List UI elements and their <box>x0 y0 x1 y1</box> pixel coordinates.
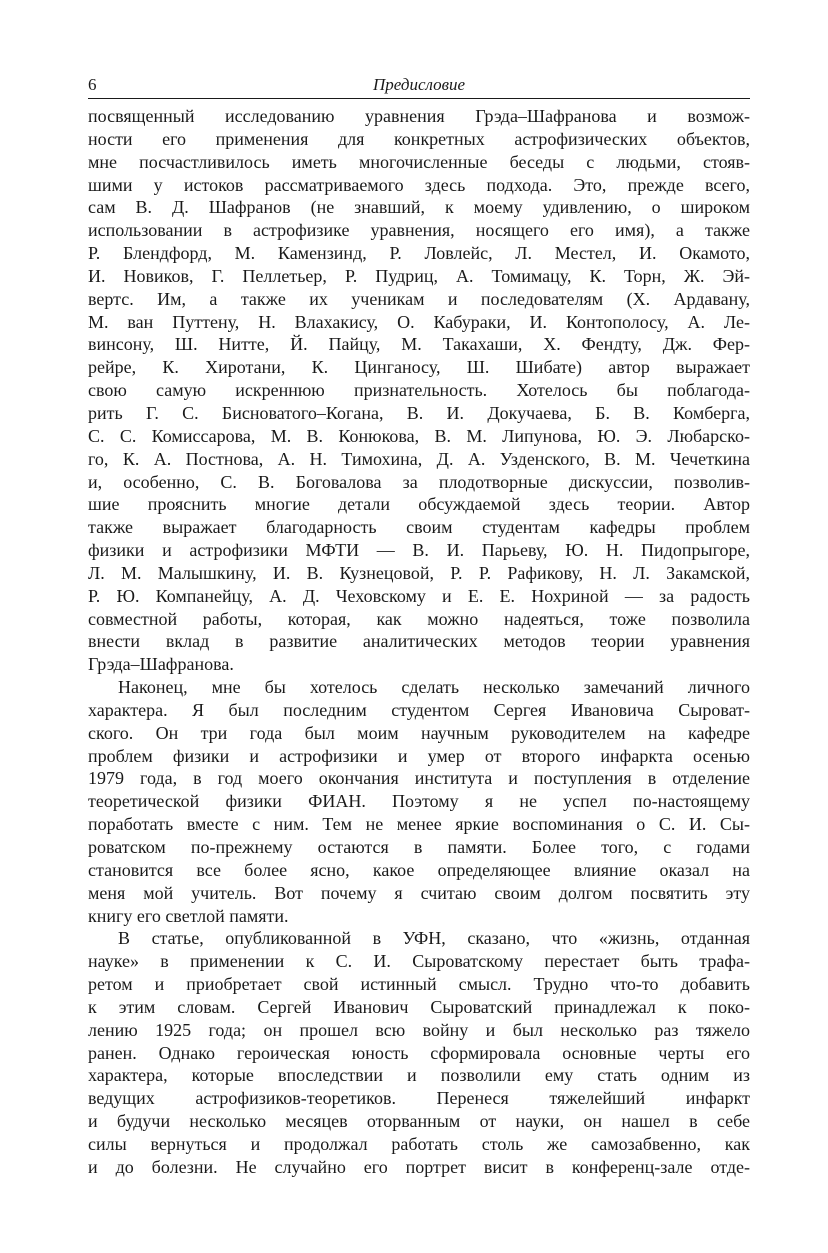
text-line: и будучи несколько месяцев оторванным от науки, он нашел в себе <box>88 1111 750 1132</box>
text-line: посвященный исследованию уравнения Грэда–Шафранова и возмож- <box>88 106 750 126</box>
text-line: Наконец, мне бы хотелось сделать несколько замечаний личного <box>118 677 750 698</box>
text-line: роватском по-прежнему остаются в памяти. Более того, с годами <box>88 837 750 857</box>
text-line: книгу его светлой памяти. <box>88 905 289 926</box>
paragraph <box>88 105 750 676</box>
book-page <box>88 72 750 1179</box>
text-line: ретом и приобретает свой истинный смысл. Трудно что-то добавить <box>88 974 750 995</box>
text-line: винсону, Ш. Нитте, Й. Пайцу, М. Такахаши, Х. Фендту, Дж. Фер- <box>88 334 750 355</box>
text-line: физики и астрофизики МФТИ — В. И. Парьеву, Ю. Н. Пидопрыгоре, <box>88 540 750 561</box>
text-line: становится все более ясно, какое определяющее влияние оказал на <box>88 859 750 880</box>
text-line: теоретической физики ФИАН. Поэтому я не успел по-настоящему <box>88 791 750 812</box>
text-line: Р. Блендфорд, М. Камензинд, Р. Ловлейс, Л. Местел, И. Окамото, <box>88 243 750 264</box>
body-text <box>88 105 750 1179</box>
text-line: совместной работы, которая, как можно надеяться, тоже позволила <box>88 608 750 629</box>
text-line: и, особенно, С. В. Боговалова за плодотворные дискуссии, позволив- <box>88 471 750 492</box>
text-line: меня мой учитель. Вот почему я считаю своим долгом посвятить эту <box>88 882 750 903</box>
text-line: В статье, опубликованной в УФН, сказано, что «жизнь, отданная <box>118 928 750 949</box>
text-line: проблем физики и астрофизики и умер от второго инфаркта осенью <box>88 745 750 766</box>
text-line: И. Новиков, Г. Пеллетьер, Р. Пудриц, А. Томимацу, К. Торн, Ж. Эй- <box>88 265 750 286</box>
text-line: науке» в применении к С. И. Сыроватскому перестает быть трафа- <box>88 951 750 972</box>
text-line: также выражает благодарность своим студентам кафедры проблем <box>88 517 750 538</box>
paragraph <box>88 927 750 1178</box>
text-line: шие прояснить многие детали обсуждаемой здесь теории. Автор <box>88 494 750 515</box>
text-line: использовании в астрофизике уравнения, носящего его имя), а также <box>88 220 750 241</box>
text-line: и до болезни. Не случайно его портрет висит в конференц-зале отде- <box>88 1156 750 1177</box>
page-number: 6 <box>88 75 97 94</box>
text-line: свою самую искреннюю признательность. Хотелось бы поблагода- <box>88 380 750 401</box>
text-line: силы вернуться и продолжал работать столь же самозабвенно, как <box>88 1133 750 1154</box>
text-line: го, К. А. Постнова, А. Н. Тимохина, Д. А. Узденского, В. М. Чечеткина <box>88 448 750 469</box>
text-line: ского. Он три года был моим научным руководителем на кафедре <box>88 722 750 743</box>
running-header <box>88 72 750 99</box>
text-line: С. С. Комиссарова, М. В. Конюкова, В. М. Липунова, Ю. Э. Любарско- <box>88 425 750 446</box>
section-title: Предисловие <box>372 75 466 94</box>
text-line: поработать вместе с ним. Тем не менее яркие воспоминания о С. И. Сы- <box>88 814 750 835</box>
paragraph <box>88 676 750 927</box>
text-line: Р. Ю. Компанейцу, А. Д. Чеховскому и Е. Е. Нохриной — за радость <box>88 585 750 606</box>
text-line: М. ван Путтену, Н. Влахакису, О. Кабураки, И. Контополосу, А. Ле- <box>88 311 750 332</box>
text-line: внести вклад в развитие аналитических методов теории уравнения <box>88 631 750 652</box>
text-line: Грэда–Шафранова. <box>88 654 234 675</box>
text-line: вертс. Им, а также их ученикам и последователям (Х. Ардавану, <box>88 288 750 309</box>
text-line: лению 1925 года; он прошел всю войну и был несколько раз тяжело <box>88 1019 750 1040</box>
text-line: рейре, К. Хиротани, К. Цинганосу, Ш. Шибате) автор выражает <box>88 357 750 378</box>
text-line: 1979 года, в год моего окончания института и поступления в отделение <box>88 768 750 789</box>
text-line: мне посчастливилось иметь многочисленные беседы с людьми, стояв- <box>88 151 750 172</box>
text-line: ранен. Однако героическая юность сформировала основные черты его <box>88 1042 750 1063</box>
text-line: характера. Я был последним студентом Сергея Ивановича Сыроват- <box>88 699 750 720</box>
text-line: ности его применения для конкретных астрофизических объектов, <box>88 128 750 149</box>
text-line: ведущих астрофизиков-теоретиков. Перенеся тяжелейший инфаркт <box>88 1088 750 1109</box>
text-line: шими у истоков рассматриваемого здесь подхода. Это, прежде всего, <box>88 174 750 195</box>
text-line: сам В. Д. Шафранов (не знавший, к моему удивлению, о широком <box>88 197 750 218</box>
text-line: к этим словам. Сергей Иванович Сыроватский принадлежал к поко- <box>88 996 750 1017</box>
text-line: рить Г. С. Бисноватого–Когана, В. И. Докучаева, Б. В. Комберга, <box>88 402 750 423</box>
text-line: Л. М. Малышкину, И. В. Кузнецовой, Р. Р. Рафикову, Н. Л. Закамской, <box>88 562 750 583</box>
text-line: характера, которые впоследствии и позволили ему стать одним из <box>88 1065 750 1086</box>
